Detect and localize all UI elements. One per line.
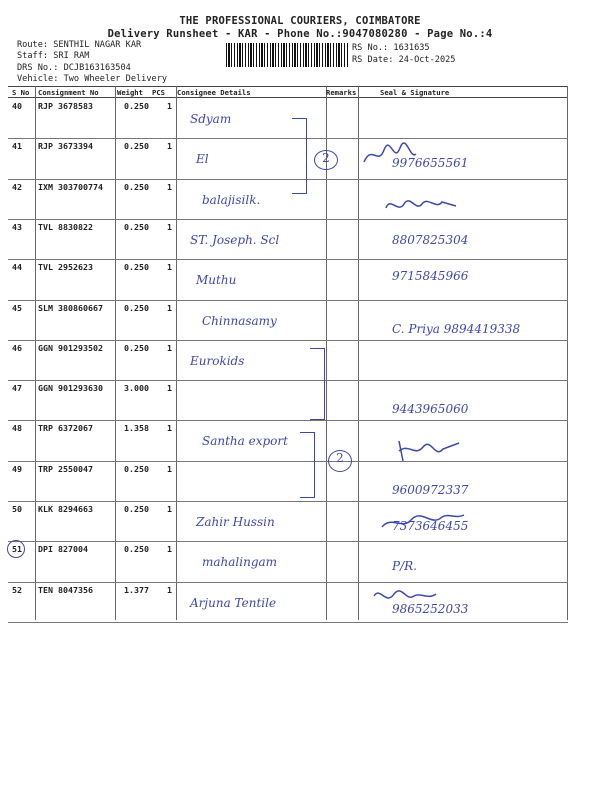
row-sno: 51 xyxy=(12,544,22,555)
row-sno: 48 xyxy=(12,423,22,434)
row-consignee-handwritten: mahalingam xyxy=(202,555,278,570)
row-pcs: 1 xyxy=(167,262,172,273)
row-consignment-no: TVL 2952623 xyxy=(38,262,93,273)
row-sno: 44 xyxy=(12,262,22,273)
signature-scribble xyxy=(395,435,465,465)
signature-scribble xyxy=(360,140,420,170)
row-weight: 3.000 xyxy=(124,383,149,394)
row-divider xyxy=(8,461,568,462)
row-pcs: 1 xyxy=(167,504,172,514)
row-consignee-handwritten: ST. Joseph. Scl xyxy=(190,232,280,247)
row-consignee-handwritten: Sdyam xyxy=(190,112,232,126)
staff-label: Staff: SRI RAM xyxy=(17,51,90,61)
row-consignment-no: SLM 380860667 xyxy=(38,302,103,313)
row-sno: 40 xyxy=(12,101,22,111)
row-divider xyxy=(8,541,568,542)
row-divider xyxy=(8,380,568,381)
route-label: Route: SENTHIL NAGAR KAR xyxy=(17,40,142,50)
row-pcs: 1 xyxy=(167,141,172,152)
row-consignment-no: GGN 901293502 xyxy=(38,342,103,353)
row-weight: 0.250 xyxy=(124,101,149,111)
col-divider xyxy=(176,86,177,620)
row-seal-handwritten: 9715845966 xyxy=(392,269,469,284)
col-divider xyxy=(35,86,36,620)
row-consignment-no: RJP 3678583 xyxy=(38,101,93,111)
row-weight: 0.250 xyxy=(124,221,149,232)
col-divider xyxy=(358,86,359,620)
row-consignment-no: IXM 303700774 xyxy=(38,181,103,192)
row-consignee-handwritten: Santha export xyxy=(202,434,288,449)
row-pcs: 1 xyxy=(167,302,172,313)
row-consignee-handwritten: Eurokids xyxy=(190,353,245,368)
row-pcs: 1 xyxy=(167,221,172,232)
drs-label: DRS No.: DCJB163163504 xyxy=(17,63,131,73)
row-seal-handwritten: P/R. xyxy=(392,559,417,574)
row-sno: 41 xyxy=(12,141,22,152)
row-sno: 47 xyxy=(12,383,22,394)
rs-no: RS No.: 1631635 xyxy=(352,43,430,53)
row-consignment-no: GGN 901293630 xyxy=(38,383,103,394)
rs-date: RS Date: 24-Oct-2025 xyxy=(352,55,456,65)
row-consignment-no: KLK 8294663 xyxy=(38,504,93,514)
row-weight: 0.250 xyxy=(124,463,149,474)
row-sno: 50 xyxy=(12,504,22,514)
row-consignee-handwritten: Muthu xyxy=(196,273,237,288)
row-weight: 0.250 xyxy=(124,181,149,192)
row-consignee-handwritten: Zahir Hussin xyxy=(196,515,275,529)
row-seal-handwritten: 9976655561 xyxy=(392,156,469,171)
row-consignee-handwritten: Chinnasamy xyxy=(202,313,277,328)
row-pcs: 1 xyxy=(167,101,172,111)
row-seal-handwritten: C. Priya 9894419338 xyxy=(392,321,521,336)
row-pcs: 1 xyxy=(167,342,172,353)
row-pcs: 1 xyxy=(167,463,172,474)
row-weight: 1.377 xyxy=(124,584,149,595)
row-pcs: 1 xyxy=(167,181,172,192)
row-consignment-no: RJP 3673394 xyxy=(38,141,93,152)
col-header-consignee: Consignee Details xyxy=(177,88,251,97)
row-pcs: 1 xyxy=(167,584,172,595)
row-pcs: 1 xyxy=(167,544,172,555)
col-divider xyxy=(567,86,568,620)
row-seal-handwritten: 9600972337 xyxy=(392,482,469,497)
row-divider xyxy=(8,259,568,260)
group-bracket xyxy=(292,118,307,194)
vehicle-label: Vehicle: Two Wheeler Delivery xyxy=(17,74,168,84)
row-sno: 52 xyxy=(12,584,22,595)
signature-scribble xyxy=(382,190,462,220)
row-consignee-handwritten: Arjuna Tentile xyxy=(190,595,277,610)
signature-scribble xyxy=(378,505,468,535)
row-seal-handwritten: 9865252033 xyxy=(392,601,469,616)
row-weight: 0.250 xyxy=(124,141,149,152)
row-consignee-handwritten: El xyxy=(196,152,209,167)
row-weight: 0.250 xyxy=(124,544,149,555)
col-header-weight: Weight xyxy=(117,88,143,97)
barcode xyxy=(226,43,348,67)
row-consignment-no: TRP 6372067 xyxy=(38,423,93,434)
row-51-circle-mark xyxy=(7,540,25,558)
row-weight: 0.250 xyxy=(124,262,149,273)
col-header-seal: Seal & Signature xyxy=(380,88,450,97)
row-divider xyxy=(8,219,568,220)
row-consignment-no: TVL 8830822 xyxy=(38,221,93,232)
row-divider xyxy=(8,300,568,301)
row-divider xyxy=(8,622,568,623)
row-divider xyxy=(8,179,568,180)
table-top-border xyxy=(8,86,568,87)
col-header-consignment: Consignment No xyxy=(38,88,99,97)
row-pcs: 1 xyxy=(167,383,172,394)
header-bottom-border xyxy=(8,97,568,98)
row-divider xyxy=(8,501,568,502)
row-seal-handwritten: 9443965060 xyxy=(392,402,469,417)
row-sno: 42 xyxy=(12,181,22,192)
row-divider xyxy=(8,582,568,583)
row-sno: 49 xyxy=(12,463,22,474)
row-consignment-no: TEN 8047356 xyxy=(38,584,93,595)
group-count-circle: 2 xyxy=(328,450,352,472)
row-weight: 0.250 xyxy=(124,342,149,353)
row-pcs: 1 xyxy=(167,423,172,434)
col-header-pcs: PCS xyxy=(152,88,165,97)
group-bracket xyxy=(300,432,315,498)
page-subtitle: Delivery Runsheet - KAR - Phone No.:9047080280 - Page No.:4 xyxy=(107,28,493,40)
group-bracket xyxy=(310,348,325,420)
row-weight: 1.358 xyxy=(124,423,149,434)
row-consignment-no: TRP 2550047 xyxy=(38,463,93,474)
row-sno: 43 xyxy=(12,221,22,232)
group-count-circle: 2 xyxy=(314,150,338,170)
row-consignee-handwritten: balajisilk. xyxy=(202,192,261,207)
signature-scribble xyxy=(370,582,440,612)
row-divider xyxy=(8,340,568,341)
row-divider xyxy=(8,138,568,139)
row-sno: 45 xyxy=(12,302,22,313)
row-seal-handwritten: 7373646455 xyxy=(392,519,469,533)
row-consignment-no: DPI 827004 xyxy=(38,544,88,555)
row-weight: 0.250 xyxy=(124,504,149,514)
row-weight: 0.250 xyxy=(124,302,149,313)
page-title: THE PROFESSIONAL COURIERS, COIMBATORE xyxy=(179,15,421,27)
col-header-sno: S No xyxy=(12,88,30,97)
col-divider xyxy=(115,86,116,620)
row-sno: 46 xyxy=(12,342,22,353)
row-seal-handwritten: 8807825304 xyxy=(392,232,469,247)
col-header-remarks: Remarks xyxy=(326,88,357,97)
row-divider xyxy=(8,420,568,421)
